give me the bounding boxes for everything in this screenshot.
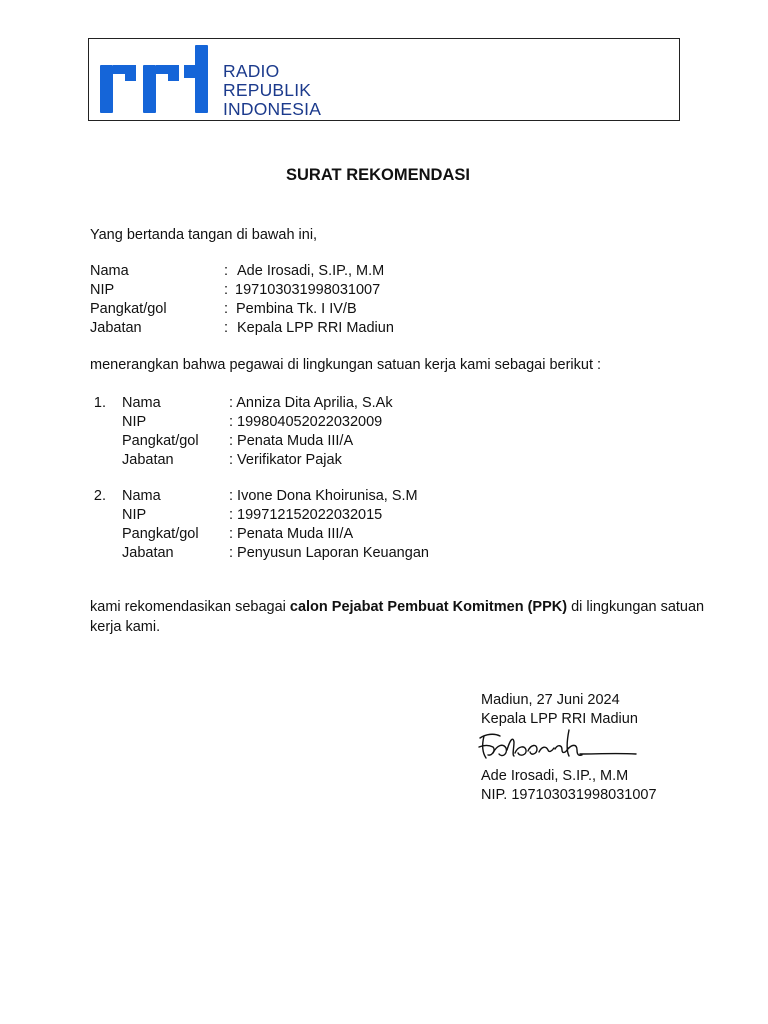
employee-label-pangkat: Pangkat/gol: [122, 526, 199, 542]
employee-value-nama: : Anniza Dita Aprilia, S.Ak: [229, 395, 393, 411]
employee-label-pangkat: Pangkat/gol: [122, 433, 199, 449]
signer-label-pangkat: Pangkat/gol: [90, 301, 167, 317]
list-number: 2.: [93, 488, 106, 504]
signer-sep: :: [224, 263, 229, 279]
signer-value-jabatan: Kepala LPP RRI Madiun: [237, 320, 394, 336]
employee-label-nama: Nama: [122, 395, 161, 411]
signer-sep: :: [224, 282, 229, 298]
logo-line-republik: REPUBLIK: [223, 80, 312, 100]
signer-nip: NIP. 197103031998031007: [481, 787, 657, 803]
statement-text: menerangkan bahwa pegawai di lingkungan satuan kerja kami sebagai berikut :: [90, 357, 602, 373]
signer-value-nama: Ade Irosadi, S.IP., M.M: [237, 263, 385, 279]
rri-logo-icon: [98, 43, 214, 115]
employee-label-nip: NIP: [122, 507, 147, 523]
letterhead: [88, 38, 680, 121]
signer-label-nip: NIP: [90, 282, 115, 298]
employee-label-nip: NIP: [122, 414, 147, 430]
signer-position: Kepala LPP RRI Madiun: [481, 711, 638, 727]
employee-label-jabatan: Jabatan: [122, 545, 174, 561]
employee-value-nama: : Ivone Dona Khoirunisa, S.M: [229, 488, 418, 504]
place-date: Madiun, 27 Juni 2024: [481, 692, 620, 708]
recommendation-text: kami rekomendasikan sebagai: [90, 599, 290, 615]
recommendation-emphasis: calon Pejabat Pembuat Komitmen (PPK): [289, 599, 568, 615]
employee-value-nip: : 199712152022032015: [229, 507, 383, 523]
employee-value-pangkat: : Penata Muda III/A: [229, 526, 354, 542]
employee-value-jabatan: : Verifikator Pajak: [229, 452, 342, 468]
employee-value-jabatan: : Penyusun Laporan Keuangan: [229, 545, 429, 561]
employee-value-nip: : 199804052022032009: [229, 414, 383, 430]
recommendation-text-end: di lingkungan satuan: [567, 599, 705, 615]
handwritten-signature: [476, 728, 638, 762]
employee-label-jabatan: Jabatan: [122, 452, 174, 468]
intro-text: Yang bertanda tangan di bawah ini,: [90, 227, 318, 243]
employee-value-pangkat: : Penata Muda III/A: [229, 433, 354, 449]
list-number: 1.: [93, 395, 106, 411]
signer-label-jabatan: Jabatan: [90, 320, 142, 336]
recommendation-line: [90, 598, 704, 617]
signer-sep: :: [224, 301, 229, 317]
recommendation-line-2: kerja kami.: [90, 619, 161, 635]
employee-label-nama: Nama: [122, 488, 161, 504]
signer-value-nip: 197103031998031007: [235, 282, 381, 298]
logo-line-indonesia: INDONESIA: [223, 99, 322, 119]
logo-line-radio: RADIO: [223, 61, 280, 81]
signer-value-pangkat: Pembina Tk. I IV/B: [236, 301, 357, 317]
logo-wordmark: [223, 62, 321, 119]
signer-sep: :: [224, 320, 229, 336]
page-title: SURAT REKOMENDASI: [286, 166, 470, 184]
signer-name: Ade Irosadi, S.IP., M.M: [481, 768, 629, 784]
signer-label-nama: Nama: [90, 263, 129, 279]
